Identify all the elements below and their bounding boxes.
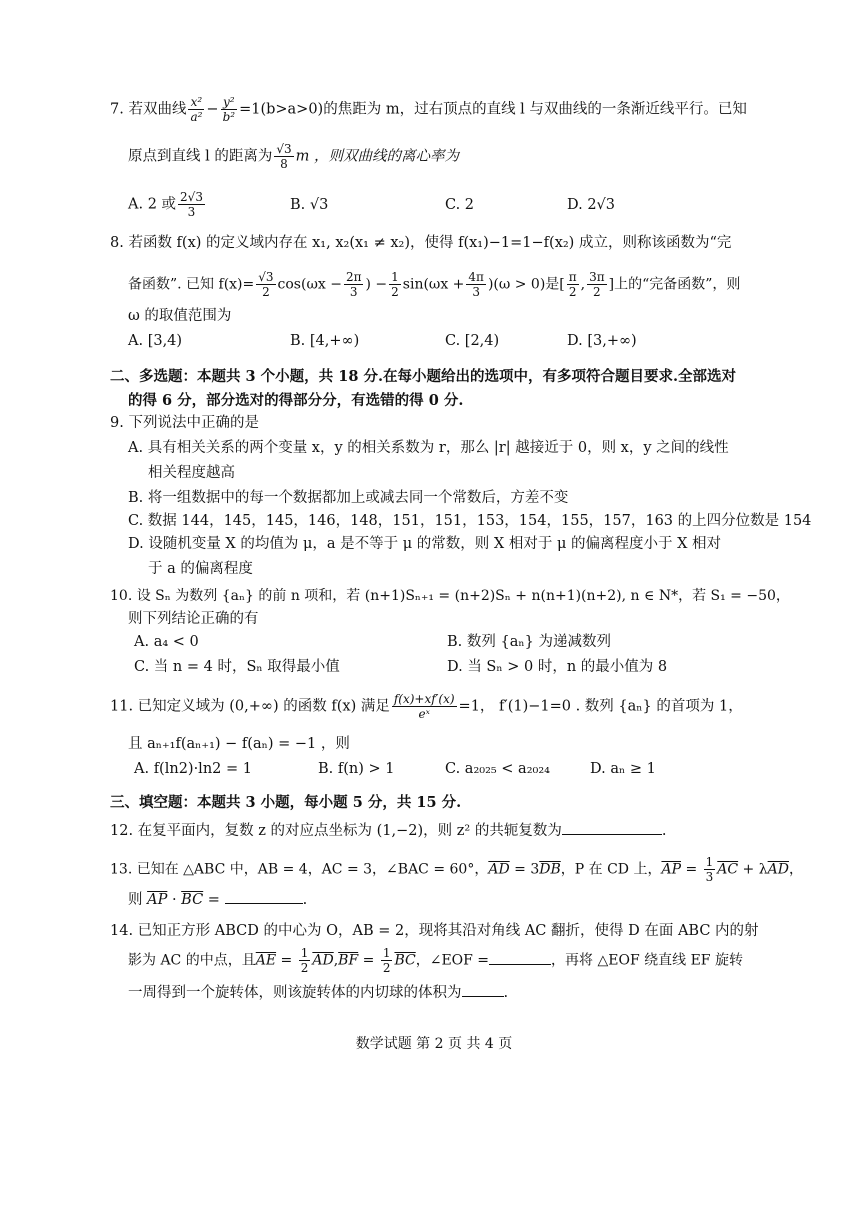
q12-answer-blank[interactable] <box>562 820 662 835</box>
q11-text-1b: =1， f′(1)−1=0 . 数列 {aₙ} 的首项为 1， <box>458 698 743 715</box>
q13-line1 <box>110 855 803 884</box>
section2-heading-2: 的得 6 分，部分选对的得部分分，有选错的得 0 分. <box>128 392 464 409</box>
q7-option-a: A. 2 或 $\frac{2√3}{3}$ <box>128 190 203 219</box>
q11-option-b: B. f(n) > 1 <box>318 761 395 777</box>
q9-option-a-2: 相关程度越高 <box>148 465 235 481</box>
q8-text-2c: ) − <box>365 276 388 293</box>
q13-text-2a: 则 <box>128 892 148 908</box>
q9-stem: 9. 下列说法中正确的是 <box>110 415 259 431</box>
q11-option-c: C. a₂₀₂₅ < a₂₀₂₄ <box>445 761 550 777</box>
q8-option-b: B. [4,+∞) <box>290 333 360 349</box>
q9-option-d-1: D. 设随机变量 X 的均值为 μ，a 是不等于 μ 的常数，则 X 相对于 μ 的偏离程度小于 X 相对 <box>128 536 722 552</box>
q8-option-c: C. [2,4) <box>445 333 500 349</box>
q13-eq3: = <box>681 861 702 878</box>
q11-frac-num: f(x)+xf′(x) <box>393 692 455 706</box>
q7-frac-y: $\frac{\text{y²}}{\text{b²}}$ <box>222 95 236 124</box>
q13-vec-ad2: $\overline{AD}$ <box>767 861 789 878</box>
q10-option-c: C. 当 n = 4 时，Sₙ 取得最小值 <box>134 659 340 675</box>
q11-frac-den: eˣ <box>418 707 430 721</box>
q9-option-c: C. 数据 144，145，145，146，148，151，151，153，154，155，157，163 的上四分位数是 154 <box>128 513 812 529</box>
q8-text-2e: )(ω > 0)是 <box>487 276 560 293</box>
q10-option-d: D. 当 Sₙ > 0 时，n 的最小值为 8 <box>447 659 668 675</box>
q14-line3 <box>128 982 508 1004</box>
q7-option-a-text: A. 2 或 <box>128 196 177 213</box>
q13-vec-ap2: $\overline{AP}$ <box>147 892 168 908</box>
q7-option-d: D. 2√3 <box>567 197 616 213</box>
q14-text-2b: ，∠EOF = <box>415 952 490 969</box>
q7-option-c: C. 2 <box>445 197 475 213</box>
q14-vec-ad: $\overline{AD}$ <box>312 952 334 969</box>
q8-option-d: D. [3,+∞) <box>567 333 637 349</box>
q11-text-1a: 11. 已知定义域为 (0,+∞) 的函数 f(x) 满足 <box>110 698 390 715</box>
q11-option-d: D. aₙ ≥ 1 <box>590 761 656 777</box>
q9-option-a-1: A. 具有相关关系的两个变量 x，y 的相关系数为 r，那么 |r| 越接近于 0，则 x，y 之间的线性 <box>128 440 729 456</box>
q11-frac <box>392 692 457 721</box>
q14-vec-bc: $\overline{BC}$ <box>394 952 416 969</box>
q14-text-2c: ，再将 △EOF 绕直线 EF 旋转 <box>551 952 743 969</box>
q8-line1: 8. 若函数 f(x) 的定义域内存在 x₁, x₂(x₁ ≠ x₂)，使得 f(x₁)−1=1−f(x₂) 成立，则称该函数为“完 <box>110 235 732 251</box>
q13-text-1a: 13. 已知在 △ABC 中，AB = 4，AC = 3，∠BAC = 60°， <box>110 861 489 878</box>
q12-line <box>110 820 666 842</box>
q13-vec-ac: $\overline{AC}$ <box>717 861 739 878</box>
q7-text-2b: m ，则双曲线的离心率为 <box>295 148 459 165</box>
q14-vec-ae: $\overline{AE}$ <box>255 952 277 969</box>
q13-comma: ， <box>788 861 803 878</box>
q14-angle-blank[interactable] <box>489 950 551 965</box>
section2-heading-1: 二、多选题：本题共 3 个小题，共 18 分.在每小题给出的选项中，有多项符合题目要求.全部选对 <box>110 368 737 385</box>
q14-frac1-num: 1 <box>300 946 309 960</box>
q7-line1: 7. 若双曲线 $\frac{\text{x²}}{\text{a²}}$ − $\frac{\text{y²}}{\text{b²}}$ =1(b>a>0)的焦距为 m，过右顶点的直线 l 与双曲线的一条渐近线平行。已知 <box>110 95 747 124</box>
q10-option-b: B. 数列 {aₙ} 为递减数列 <box>447 634 611 650</box>
q10-option-a: A. a₄ < 0 <box>134 634 199 650</box>
q13-eq1: = 3 <box>509 861 540 878</box>
q8-line2: 备函数”. 已知 f(x)= $\frac{√3}{2}$ cos(ωx − $\frac{2\pi}{3}$ ) − $\frac{1}{2}$ sin(ωx + $\frac{4\pi}{3}$ )(ω > 0)是[ $\frac{\pi}{2}$ , $\frac{3\pi}{2}$ ]上的“完备函数”，则 <box>128 270 741 299</box>
q14-vec-bf: $\overline{BF}$ <box>338 952 359 969</box>
section3-heading: 三、填空题：本题共 3 小题，每小题 5 分，共 15 分. <box>110 794 462 811</box>
q14-volume-blank[interactable] <box>462 982 504 997</box>
q7-text-1a: 7. 若双曲线 <box>110 101 187 118</box>
q9-option-b: B. 将一组数据中的每一个数据都加上或减去同一个常数后，方差不变 <box>128 490 569 506</box>
page-footer: 数学试题 第 2 页 共 4 页 <box>355 1036 513 1052</box>
q8-line3: ω 的取值范围为 <box>128 308 232 324</box>
q14-text-3: 一周得到一个旋转体，则该旋转体的内切球的体积为 <box>128 985 462 1001</box>
q13-vec-ap: $\overline{AP}$ <box>661 861 681 878</box>
q7-text-2a: 原点到直线 l 的距离为 <box>128 148 273 165</box>
q7-text-1b: =1(b>a>0)的焦距为 m，过右顶点的直线 l 与双曲线的一条渐近线平行。已知 <box>239 101 747 118</box>
q14-line2: 影为 AC 的中点，且$\overline{AE}$ = $\frac{1}{2}$ $\overline{AD},\overline{BF}$ = $\frac{1}{2}$ $\overline{BC}$，∠EOF = ，再将 △EOF 绕直线 EF 旋转 <box>128 946 743 975</box>
q13-line2 <box>128 889 307 911</box>
q13-vec-bc: $\overline{BC}$ <box>181 892 204 908</box>
q14-line1: 14. 已知正方形 ABCD 的中心为 O，AB = 2，现将其沿对角线 AC 翻折，使得 D 在面 ABC 内的射 <box>110 923 759 939</box>
q11-option-a: A. f(ln2)·ln2 = 1 <box>134 761 252 777</box>
q9-option-d-2: 于 a 的偏离程度 <box>148 561 253 577</box>
q11-line2: 且 aₙ₊₁f(aₙ₊₁) − f(aₙ) = −1 ，则 <box>128 736 350 752</box>
q13-vec-db: $\overline{DB}$ <box>539 861 561 878</box>
q10-line2: 则下列结论正确的有 <box>128 611 259 627</box>
q7-line2 <box>128 142 459 171</box>
q8-text-2d: sin(ωx + <box>402 276 465 293</box>
q8-text-2f: 上的“完备函数”，则 <box>614 276 741 293</box>
q14-end: . <box>503 985 509 1001</box>
q10-line1: 10. 设 Sₙ 为数列 {aₙ} 的前 n 项和，若 (n+1)Sₙ₊₁ = (n+2)Sₙ + n(n+1)(n+2), n ∈ N*，若 S₁ = −50， <box>110 588 790 604</box>
q12-end: . <box>661 823 667 839</box>
q13-answer-blank[interactable] <box>225 889 303 904</box>
q12-text: 12. 在复平面内，复数 z 的对应点坐标为 (1,−2)，则 z² 的共轭复数为 <box>110 823 562 839</box>
q14-text-2a: 影为 AC 的中点，且 <box>128 952 256 969</box>
q13-frac-num: 1 <box>705 855 714 869</box>
q8-text-2b: cos(ωx − <box>277 276 342 293</box>
q13-end: . <box>302 892 308 908</box>
q7-frac-x: $\frac{\text{x²}}{\text{a²}}$ <box>190 95 203 124</box>
q13-text-1b: ，P 在 CD 上， <box>560 861 662 878</box>
q13-eq2: = <box>203 892 225 908</box>
q7-option-b: B. √3 <box>290 197 329 213</box>
q14-frac1-den: 2 <box>300 961 309 975</box>
q13-dot: · <box>167 892 182 908</box>
q8-option-a: A. [3,4) <box>128 333 183 349</box>
q11-line1 <box>110 692 743 721</box>
q7-frac-dist: $\frac{√3}{8}$ <box>276 142 292 171</box>
q8-text-2a: 备函数”. 已知 f(x)= <box>128 276 255 293</box>
q13-plus-lambda: + λ <box>738 861 768 878</box>
q13-frac-den: 3 <box>705 870 714 884</box>
q13-vec-ad: $\overline{AD}$ <box>488 861 510 878</box>
